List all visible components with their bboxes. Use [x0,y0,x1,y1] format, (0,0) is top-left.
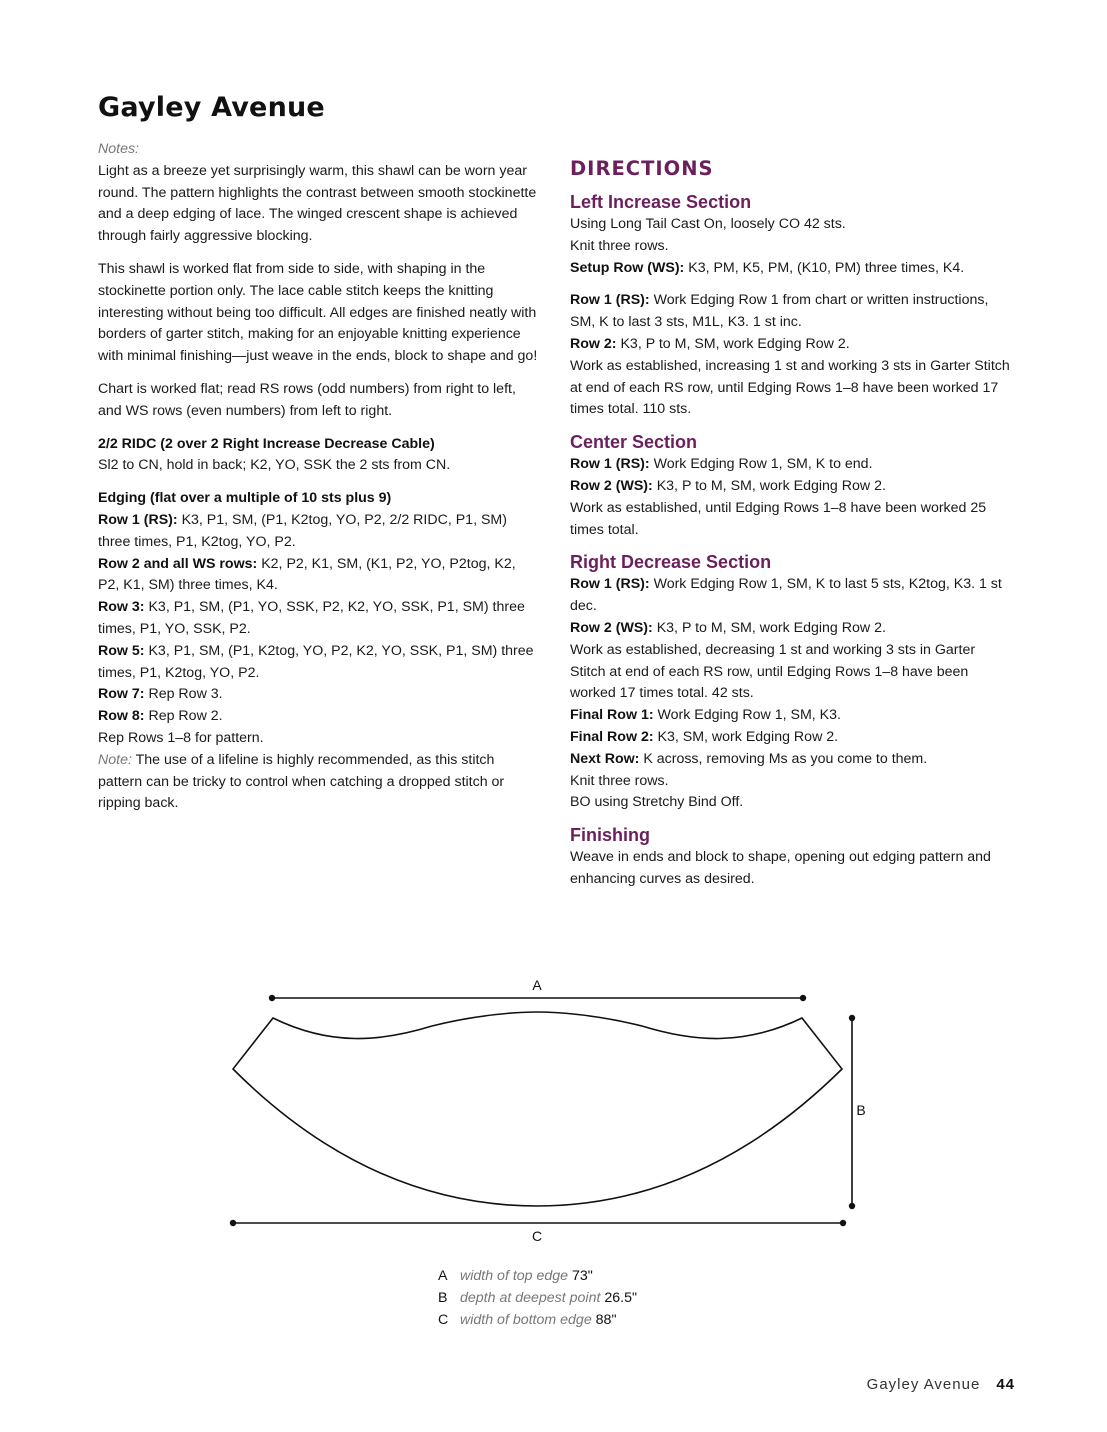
legend-value: 73" [572,1268,593,1284]
edging-heading: Edging (flat over a multiple of 10 sts plus 9) [98,490,392,507]
row-text: Work Edging Row 1, SM, K to last 5 sts, K2tog, K3. 1 st dec. [570,576,1002,615]
edging-row [98,554,538,598]
edging-row-label: Row 3: [98,599,145,616]
row-text: K across, removing Ms as you come to them. [643,750,928,767]
center-row-2 [570,476,1010,498]
left-column [98,139,538,815]
row-label: Final Row 1: [570,707,654,724]
repeat-instructions: Rep Rows 1–8 for pattern. [98,729,264,746]
directions-heading: DIRECTIONS [570,157,714,180]
legend-description: width of bottom edge [460,1311,592,1328]
left-increase-line: Knit three rows. [570,237,669,254]
row-text: Work Edging Row 1 from chart or written instructions, SM, K to last 3 sts, M1L, K3. 1 st inc. [570,292,989,331]
dimension-c-end-dot [840,1220,846,1226]
note-text: The use of a lifeline is highly recommended, as this stitch pattern can be tricky to control when catching a dropped stitch or ripping back. [98,751,505,812]
row-label: Row 2: [570,335,617,352]
edging-row [98,684,538,706]
legend-item [438,1288,637,1310]
edging-row [98,641,538,685]
edging-row [98,510,538,554]
edging-row-text: K3, P1, SM, (P1, YO, SSK, P2, K2, YO, SSK, P1, SM) three times, P1, YO, SSK, P2. [98,599,525,637]
legend-item [438,1266,637,1288]
legend-item [438,1310,637,1332]
center-row-1 [570,454,1010,476]
edging-row-text: K3, P1, SM, (P1, K2tog, YO, P2, K2, YO, SSK, P1, SM) three times, P1, K2tog, YO, P2. [98,642,534,681]
right-decrease-row-2 [570,618,1010,640]
dimension-b-start-dot [849,1015,855,1021]
notes-label: Notes: [98,141,140,157]
edging-row-label: Row 8: [98,708,145,725]
row-text: Work Edging Row 1, SM, K3. [657,707,841,724]
edging-row-label: Row 1 (RS): [98,511,178,528]
setup-row-text: K3, PM, K5, PM, (K10, PM) three times, K4. [688,259,965,276]
dimension-c-start-dot [230,1220,236,1226]
edging-row [98,597,538,641]
page-title: Gayley Avenue [98,92,325,123]
left-increase-work: Work as established, increasing 1 st and working 3 sts in Garter Stitch at end of each RS row, until Edging Rows 1–8 have been worked 17 times total. 110 sts. [570,357,1010,418]
row-label: Row 2 (WS): [570,477,653,494]
lifeline-note [98,750,538,815]
finishing-heading: Finishing [570,825,650,846]
knit-rows: Knit three rows. [570,772,669,789]
cable-instructions: Sl2 to CN, hold in back; K2, YO, SSK the 2 sts from CN. [98,457,451,474]
edging-row-label: Row 7: [98,686,145,703]
bind-off: BO using Stretchy Bind Off. [570,794,744,811]
edging-row-text: K3, P1, SM, (P1, K2tog, YO, P2, 2/2 RIDC, P1, SM) three times, P1, K2tog, YO, P2. [98,511,507,550]
cable-heading: 2/2 RIDC (2 over 2 Right Increase Decrease Cable) [98,435,435,452]
center-work: Work as established, until Edging Rows 1–8 have been worked 25 times total. [570,499,987,538]
right-decrease-row-1 [570,574,1010,618]
finishing-text: Weave in ends and block to shape, opening out edging pattern and enhancing curves as desired. [570,849,991,887]
page-footer [867,1376,1015,1393]
row-label: Row 1 (RS): [570,576,650,593]
notes-paragraph-1: Light as a breeze yet surprisingly warm, this shawl can be worn year round. The pattern highlights the contrast between smooth stockinette and a deep edging of lace. The winged crescent shape is achieved through fairly aggressive blocking. [98,162,537,245]
dimension-a-end-dot [800,995,806,1001]
left-increase-heading: Left Increase Section [570,192,752,212]
right-column [570,156,1010,891]
row-text: K3, P to M, SM, work Edging Row 2. [656,619,886,636]
notes-paragraph-3: Chart is worked flat; read RS rows (odd numbers) from right to left, and WS rows (even numbers) from left to right. [98,380,516,419]
legend-description: depth at deepest point [460,1289,601,1306]
edging-row-text: Rep Row 3. [148,686,223,703]
final-row-2 [570,727,1010,749]
setup-row-label: Setup Row (WS): [570,259,685,276]
edging-row-label: Row 5: [98,642,145,659]
row-label: Row 2 (WS): [570,619,653,636]
left-increase-row-1 [570,290,1010,334]
shawl-outline [233,1012,842,1206]
row-text: Work Edging Row 1, SM, K to end. [653,456,873,473]
right-decrease-work: Work as established, decreasing 1 st and working 3 sts in Garter Stitch at end of each RS row, until Edging Rows 1–8 have been worked 17 times total. 42 sts. [570,641,976,702]
row-label: Row 1 (RS): [570,292,650,309]
notes-paragraph-2: This shawl is worked flat from side to side, with shaping in the stockinette portion only. The lace cable stitch keeps the knitting interesting without being too difficult. All edges are finished neatly with borders of garter stitch, making for an enjoyable knitting experience with minimal finishing—just weave in the ends, block to shape and go! [98,260,538,365]
edging-row-text: Rep Row 2. [148,708,223,725]
next-row [570,749,1010,771]
row-text: K3, P to M, SM, work Edging Row 2. [656,477,886,494]
measurement-legend [438,1266,637,1331]
legend-letter: A [438,1268,448,1284]
legend-value: 88" [595,1311,617,1328]
dimension-label-c: C [531,1228,543,1244]
edging-row-label: Row 2 and all WS rows: [98,555,258,572]
right-decrease-heading: Right Decrease Section [570,552,772,573]
left-increase-line: Using Long Tail Cast On, loosely CO 42 sts. [570,216,846,232]
dimension-label-a: A [532,977,542,993]
setup-row [570,258,1010,280]
row-text: K3, P to M, SM, work Edging Row 2. [620,335,850,352]
edging-row [98,706,538,728]
dimension-a-start-dot [269,995,275,1001]
note-label: Note: [98,751,132,768]
legend-value: 26.5" [604,1289,638,1306]
row-label: Final Row 2: [570,728,654,745]
page-number: 44 [996,1376,1015,1393]
dimension-b-end-dot [849,1203,855,1209]
row-label: Next Row: [570,750,640,767]
legend-description: width of top edge [460,1268,569,1284]
left-increase-row-2 [570,334,1010,356]
edging-row-text: K2, P2, K1, SM, (K1, P2, YO, P2tog, K2, P2, K1, SM) three times, K4. [98,555,516,594]
legend-letter: C [438,1311,449,1328]
center-heading: Center Section [570,432,698,453]
footer-title: Gayley Avenue [866,1376,981,1393]
final-row-1 [570,705,1010,727]
legend-letter: B [438,1289,448,1306]
row-label: Row 1 (RS): [570,456,650,473]
dimension-label-b: B [856,1102,866,1118]
row-text: K3, SM, work Edging Row 2. [657,728,839,745]
